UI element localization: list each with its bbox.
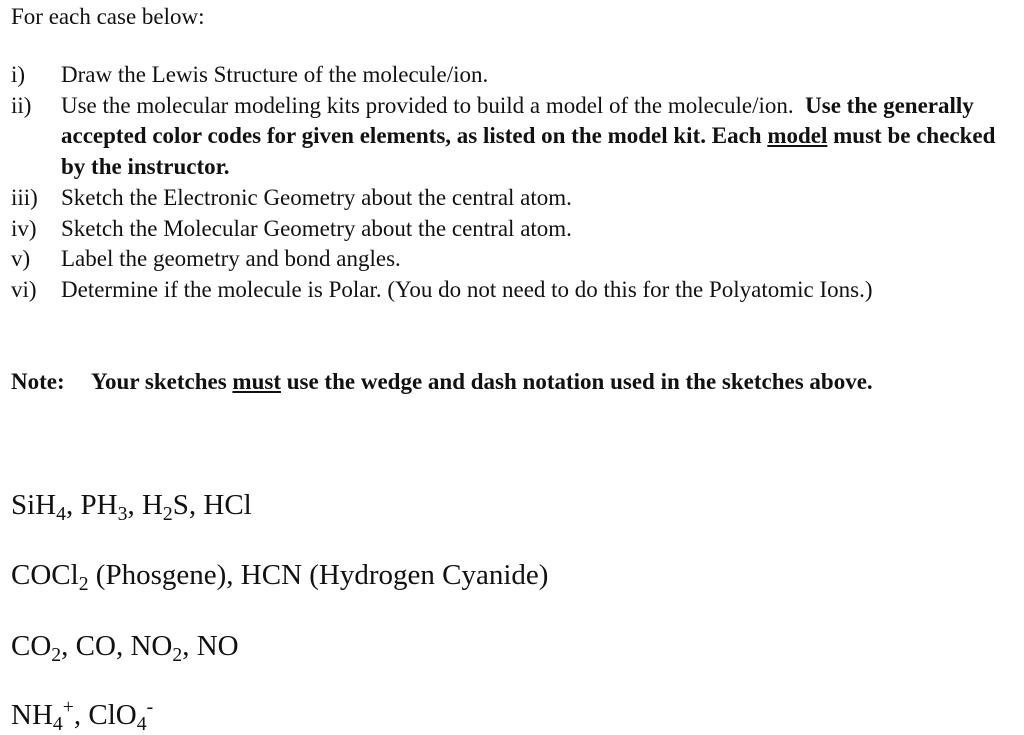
note-text (91, 367, 1011, 397)
item-text-bold: must be checked by the instructor. (61, 123, 996, 180)
formula-subscript: 4 (136, 712, 147, 735)
formula-text: COCl (11, 559, 79, 591)
item-text: Sketch the Electronic Geometry about the central atom. (61, 184, 572, 210)
formula-subscript: 4 (52, 712, 63, 735)
item-number: v) (11, 246, 31, 272)
item-number: i) (11, 62, 26, 87)
formula-separator: , (188, 489, 204, 521)
formula-separator: , (127, 489, 142, 521)
formula-superscript: + (62, 696, 74, 719)
formula-text: CO (11, 630, 52, 662)
formula-line-1 (11, 488, 252, 525)
item-number: vi) (11, 276, 37, 302)
formula-text: PH (80, 489, 118, 521)
item-text (61, 91, 1011, 183)
formula-text: (Phosgene), (88, 559, 241, 591)
note (11, 367, 1011, 397)
formula-superscript: - (146, 696, 154, 719)
formula-text: SiH (11, 489, 57, 521)
note-text-part: Your sketches (91, 369, 227, 394)
note-label: Note: (11, 369, 65, 394)
item-text-bold: Use the generally accepted color codes for given elements, as listed on the model kit. Each (61, 92, 974, 149)
formula-text: HCN (Hydrogen Cyanide) (240, 559, 549, 591)
formula-text: ClO (88, 699, 137, 731)
formula-subscript: 4 (56, 502, 66, 525)
list-item (11, 60, 1011, 91)
item-text-bold-underlined: model (767, 123, 828, 149)
formula-text: HCl (203, 489, 252, 521)
formula-separator: , (115, 630, 131, 662)
formula-text: NH (11, 699, 53, 731)
item-text: Sketch the Molecular Geometry about the central atom. (61, 215, 572, 241)
formula-text: CO (75, 630, 116, 662)
formula-line-2 (11, 558, 549, 595)
item-text: Label the geometry and bond angles. (61, 246, 401, 272)
formula-subscript: 2 (51, 643, 62, 666)
formula-line-3 (11, 629, 239, 666)
item-text: Draw the Lewis Structure of the molecule/ion. (61, 62, 489, 87)
formula-subscript: 2 (78, 572, 89, 595)
item-text-regular: Use the molecular modeling kits provided to build a model of the molecule/ion. (61, 92, 794, 118)
formula-text: S (172, 489, 189, 521)
item-number: ii) (11, 92, 32, 118)
list-item (11, 214, 1011, 245)
item-text: Determine if the molecule is Polar. (You do not need to do this for the Polyatomic Ions.) (61, 276, 873, 302)
intro-text: For each case below: (11, 4, 205, 29)
list-item (11, 183, 1011, 214)
instruction-list (11, 60, 1011, 306)
formula-text: H (141, 489, 163, 521)
formula-text: NO (196, 630, 239, 662)
note-text-underlined: must (232, 369, 281, 394)
formula-text: NO (130, 630, 173, 662)
formula-separator: , (73, 699, 89, 731)
formula-subscript: 2 (172, 643, 183, 666)
item-number: iv) (11, 215, 37, 241)
list-item (11, 91, 1011, 183)
formula-separator: , (182, 630, 197, 662)
formula-line-4 (11, 696, 154, 735)
formula-separator: , (66, 489, 81, 521)
note-text-part: use the wedge and dash notation used in the sketches above. (286, 369, 873, 394)
formula-subscript: 2 (162, 502, 173, 525)
formula-separator: , (61, 630, 76, 662)
item-number: iii) (11, 184, 38, 210)
formula-subscript: 3 (117, 502, 128, 525)
list-item (11, 244, 1011, 275)
list-item (11, 275, 1011, 306)
